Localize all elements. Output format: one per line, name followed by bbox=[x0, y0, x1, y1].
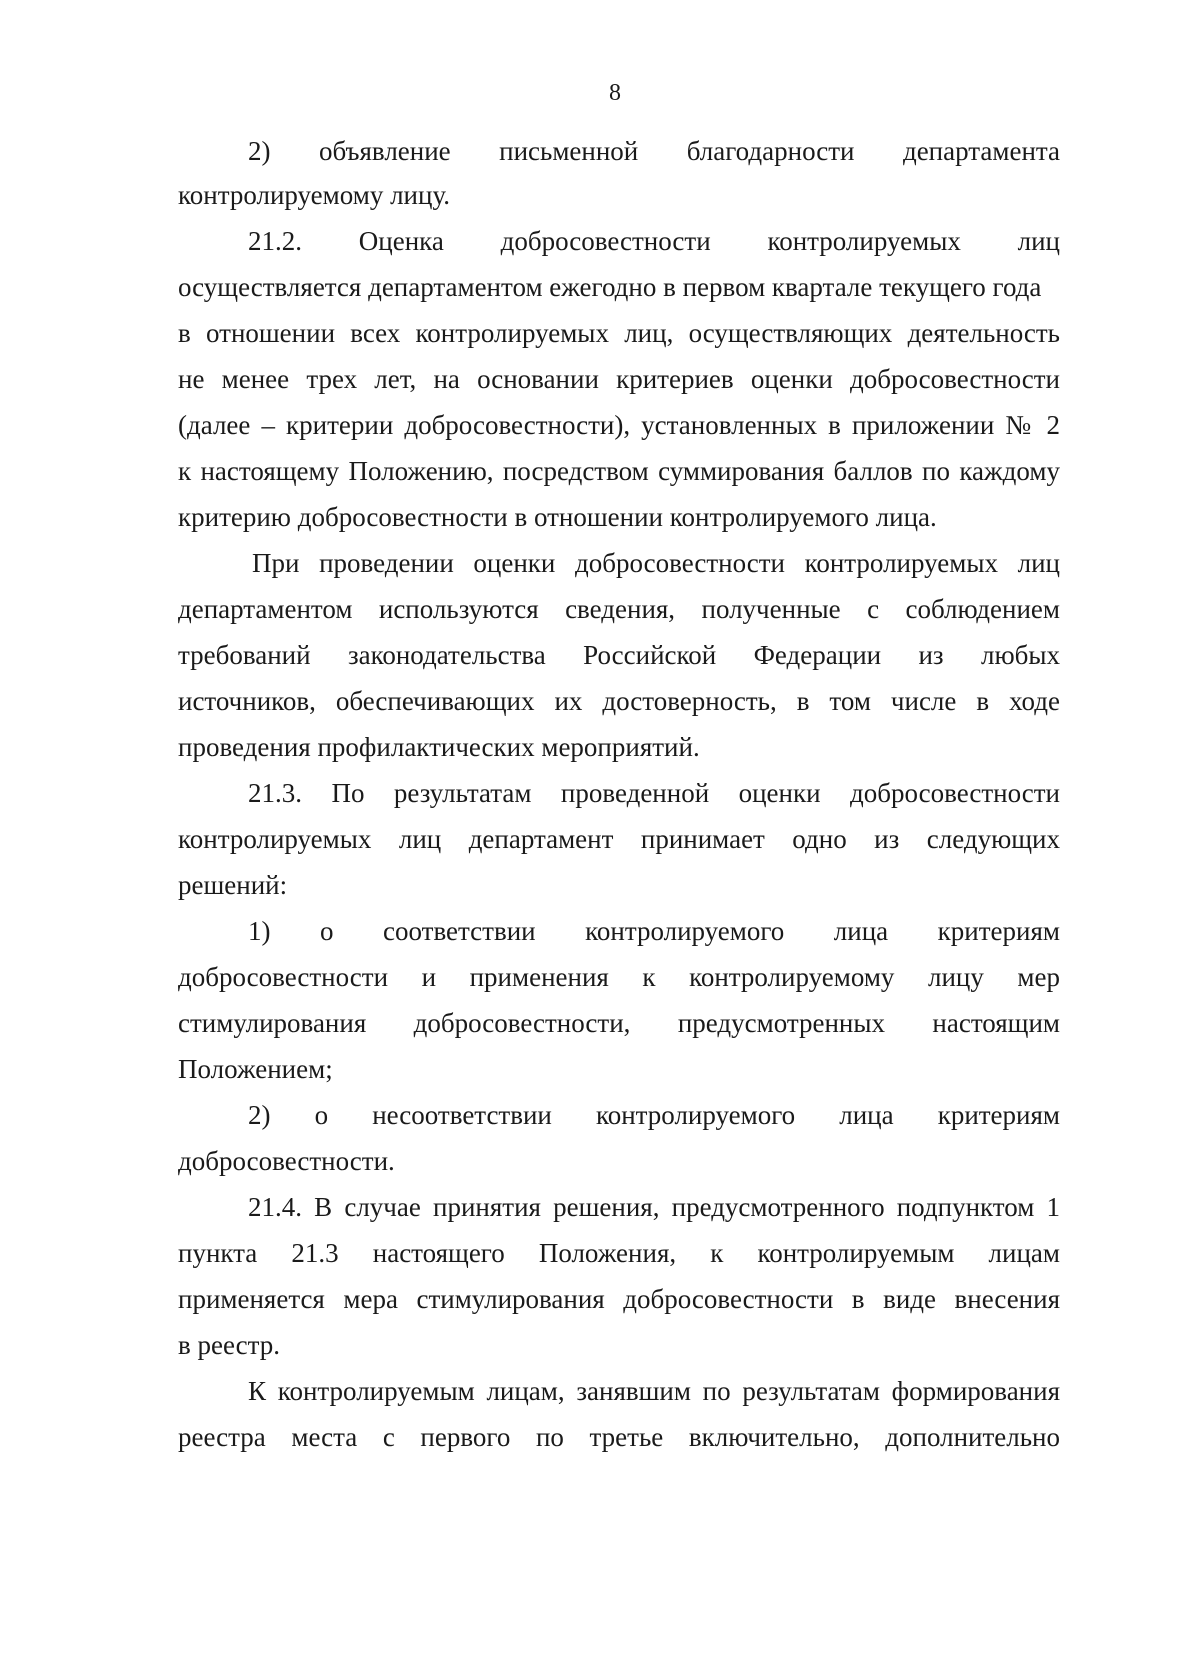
text-line: пункта 21.3 настоящего Положения, к контролируемым лицам bbox=[178, 1238, 1060, 1268]
text-line: к настоящему Положению, посредством суммирования баллов по каждому bbox=[178, 456, 1060, 486]
text-line: стимулирования добросовестности, предусмотренных настоящим bbox=[178, 1008, 1060, 1038]
text-line: критерию добросовестности в отношении контролируемого лица. bbox=[178, 502, 937, 532]
text-line: К контролируемым лицам, занявшим по результатам формирования bbox=[248, 1376, 1060, 1406]
text-line: 21.4. В случае принятия решения, предусмотренного подпунктом 1 bbox=[248, 1192, 1060, 1222]
text-line: реестра места с первого по третье включительно, дополнительно bbox=[178, 1422, 1060, 1452]
text-line: (далее – критерии добросовестности), установленных в приложении № 2 bbox=[178, 410, 1060, 440]
text-line: контролируемых лиц департамент принимает одно из следующих bbox=[178, 824, 1060, 854]
text-line: источников, обеспечивающих их достоверность, в том числе в ходе bbox=[178, 686, 1060, 716]
text-line: контролируемому лицу. bbox=[178, 180, 450, 210]
text-line: решений: bbox=[178, 870, 288, 900]
text-line: 1) о соответствии контролируемого лица критериям bbox=[248, 916, 1060, 946]
text-line: 2) о несоответствии контролируемого лица критериям bbox=[248, 1100, 1060, 1130]
text-line: добросовестности. bbox=[178, 1146, 395, 1176]
text-line: 21.3. По результатам проведенной оценки добросовестности bbox=[248, 778, 1060, 808]
text-line: не менее трех лет, на основании критериев оценки добросовестности bbox=[178, 364, 1060, 394]
text-line: добросовестности и применения к контролируемому лицу мер bbox=[178, 962, 1060, 992]
text-line: 2) объявление письменной благодарности департамента bbox=[248, 136, 1060, 166]
text-line: Положением; bbox=[178, 1054, 333, 1084]
text-line: в реестр. bbox=[178, 1330, 281, 1360]
text-line: При проведении оценки добросовестности контролируемых лиц bbox=[252, 548, 1060, 578]
text-line: департаментом используются сведения, полученные с соблюдением bbox=[178, 594, 1060, 624]
text-line: применяется мера стимулирования добросовестности в виде внесения bbox=[178, 1284, 1060, 1314]
page-number: 8 bbox=[609, 80, 621, 106]
text-line: проведения профилактических мероприятий. bbox=[178, 732, 700, 762]
text-line: в отношении всех контролируемых лиц, осуществляющих деятельность bbox=[178, 318, 1060, 348]
text-line: осуществляется департаментом ежегодно в первом квартале текущего года bbox=[178, 272, 1042, 302]
text-line: требований законодательства Российской Федерации из любых bbox=[178, 640, 1060, 670]
text-line: 21.2. Оценка добросовестности контролируемых лиц bbox=[248, 226, 1060, 256]
